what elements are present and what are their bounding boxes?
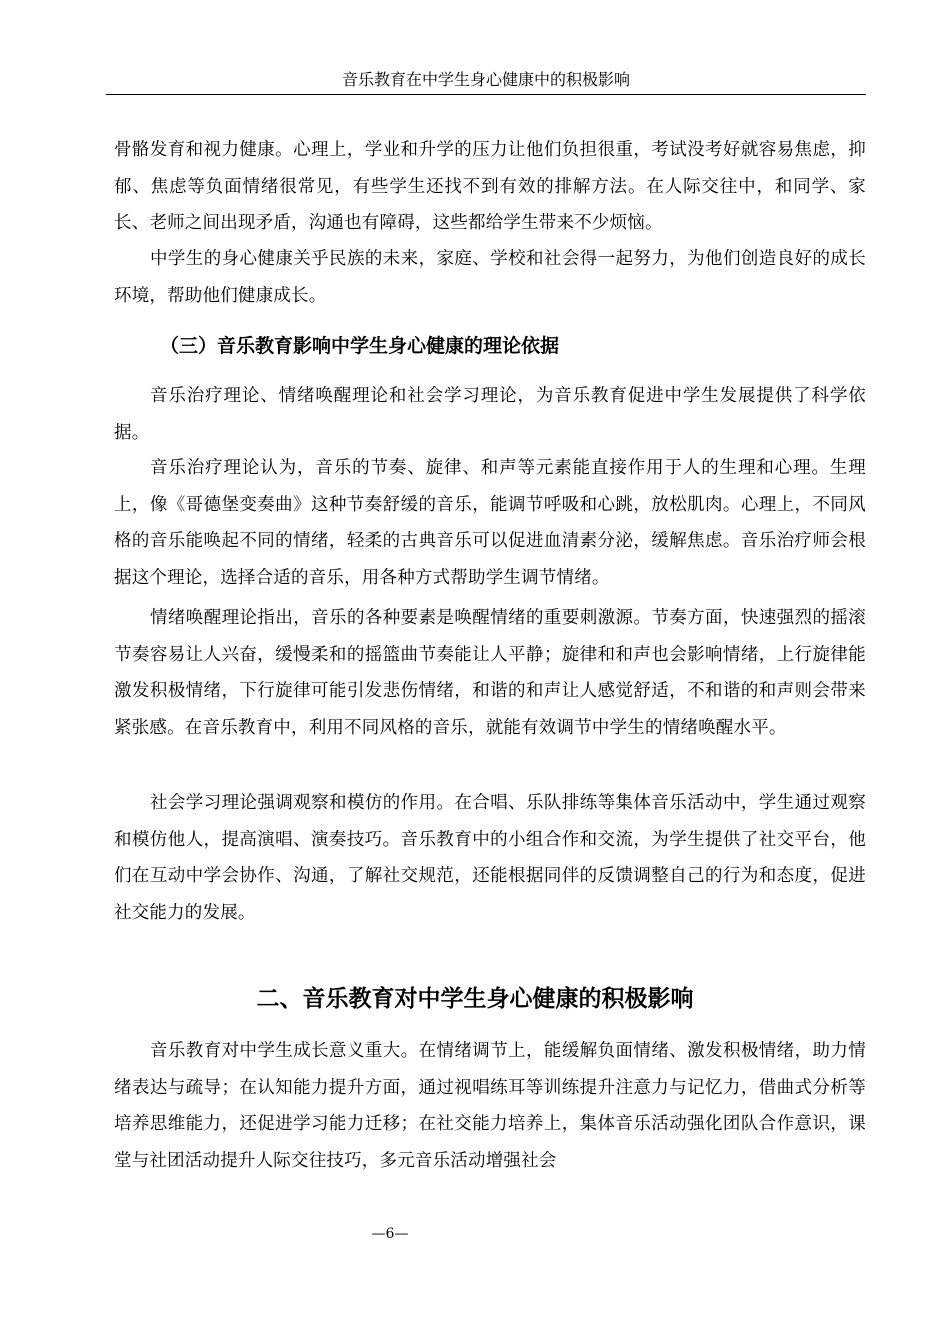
paragraph-music-therapy-theory: 音乐治疗理论认为，音乐的节奏、旋律、和声等元素能直接作用于人的生理和心理。生理上，像《哥德堡变奏曲》这种节奏舒缓的音乐，能调节呼吸和心跳，放松肌肉。心理上，不同风格的音乐能唤起不同的情绪，轻柔的古典音乐可以促进血清素分泌，缓解焦虑。音乐治疗师会根据这个理论，选择合适的音乐，用各种方式帮助学生调节情绪。 bbox=[114, 458, 866, 588]
page-number: —6— bbox=[371, 1226, 409, 1242]
running-title: 音乐教育在中学生身心健康中的积极影响 bbox=[341, 70, 630, 89]
paragraph-theory-intro: 音乐治疗理论、情绪唤醒理论和社会学习理论，为音乐教育促进中学生发展提供了科学依据。 bbox=[114, 386, 866, 443]
chapter-heading-positive-influence: 二、音乐教育对中学生身心健康的积极影响 bbox=[256, 986, 694, 1012]
paragraph-continuation: 骨骼发育和视力健康。心理上，学业和升学的压力让他们负担很重，考试没考好就容易焦虑，抑郁、焦虑等负面情绪很常见，有些学生还找不到有效的排解方法。在人际交往中，和同学、家长、老师之间出现矛盾，沟通也有障碍，这些都给学生带来不少烦恼。 bbox=[114, 140, 866, 234]
paragraph-emotional-arousal-theory: 情绪唤醒理论指出，音乐的各种要素是唤醒情绪的重要刺激源。节奏方面，快速强烈的摇滚节奏容易让人兴奋，缓慢柔和的摇篮曲节奏能让人平静；旋律和和声也会影响情绪，上行旋律能激发积极情绪，下行旋律可能引发悲伤情绪，和谐的和声让人感觉舒适，不和谐的和声则会带来紧张感。在音乐教育中，利用不同风格的音乐，就能有效调节中学生的情绪唤醒水平。 bbox=[114, 608, 866, 738]
section-heading-theory-basis: （三）音乐教育影响中学生身心健康的理论依据 bbox=[160, 335, 560, 357]
paragraph-health-future: 中学生的身心健康关乎民族的未来，家庭、学校和社会得一起努力，为他们创造良好的成长环境，帮助他们健康成长。 bbox=[114, 249, 866, 306]
paragraph-social-learning-theory: 社会学习理论强调观察和模仿的作用。在合唱、乐队排练等集体音乐活动中，学生通过观察和模仿他人，提高演唱、演奏技巧。音乐教育中的小组合作和交流，为学生提供了社交平台，他们在互动中学会协作、沟通，了解社交规范，还能根据同伴的反馈调整自己的行为和态度，促进社交能力的发展。 bbox=[114, 793, 866, 923]
page-header bbox=[106, 66, 866, 95]
paragraph-chapter-intro: 音乐教育对中学生成长意义重大。在情绪调节上，能缓解负面情绪、激发积极情绪，助力情绪表达与疏导；在认知能力提升方面，通过视唱练耳等训练提升注意力与记忆力，借曲式分析等培养思维能力，还促进学习能力迁移；在社交能力培养上，集体音乐活动强化团队合作意识，课堂与社团活动提升人际交往技巧，多元音乐活动增强社会 bbox=[114, 1041, 866, 1171]
